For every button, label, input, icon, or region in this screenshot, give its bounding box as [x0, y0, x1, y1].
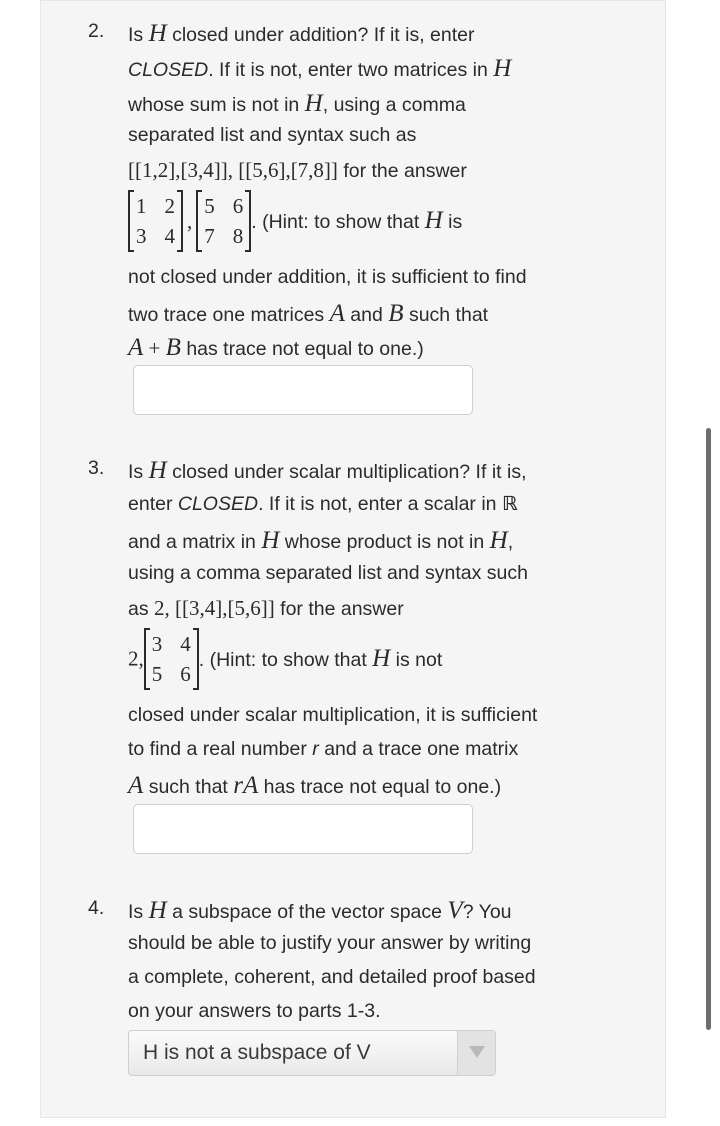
answer-select-q4[interactable] [128, 1030, 496, 1076]
q4-line-2: should be able to justify your answer by writing [128, 932, 532, 954]
q4-line-3: a complete, coherent, and detailed proof based [128, 966, 536, 988]
chevron-down-icon [469, 1046, 485, 1058]
q2-line-9: A + B has trace not equal to one.) [128, 334, 424, 361]
q3-line-2: enter CLOSED. If it is not, enter a scalar in ℝ [128, 492, 518, 515]
question-number: 3. [88, 457, 105, 479]
dropdown-toggle[interactable] [457, 1031, 495, 1075]
q3-line-3: and a matrix in H whose product is not in H, [128, 527, 514, 554]
q4-line-4: on your answers to parts 1-3. [128, 1000, 381, 1022]
q3-line-7: closed under scalar multiplication, it is sufficient [128, 704, 538, 726]
q2-line-3: whose sum is not in H, using a comma [128, 90, 466, 117]
question-number: 4. [88, 897, 105, 919]
matrix-a: 1 2 3 4 [128, 190, 183, 252]
matrix-b: 5 6 7 8 [196, 190, 251, 252]
answer-input-q2[interactable] [133, 365, 473, 415]
q2-line-5: [[1,2],[3,4]], [[5,6],[7,8]] for the answer [128, 158, 467, 182]
q3-line-5: as 2, [[3,4],[5,6]] for the answer [128, 596, 404, 620]
q3-line-8: to find a real number r and a trace one matrix [128, 738, 519, 760]
q3-line-4: using a comma separated list and syntax such [128, 562, 528, 584]
q2-line-1: Is H closed under addition? If it is, enter [128, 20, 475, 47]
select-value: H is not a subspace of V [143, 1041, 371, 1064]
matrix-scalar-example: 3 4 5 6 [144, 628, 199, 690]
q2-line-2: CLOSED. If it is not, enter two matrices in H [128, 55, 512, 82]
q3-line-9: A such that rA has trace not equal to one.) [128, 772, 502, 799]
q4-line-1: Is H a subspace of the vector space V? You [128, 897, 512, 924]
q2-line-7: not closed under addition, it is sufficient to find [128, 266, 527, 288]
scrollbar[interactable] [706, 428, 711, 1030]
q2-line-8: two trace one matrices A and B such that [128, 300, 489, 327]
q2-line-4: separated list and syntax such as [128, 124, 417, 146]
q3-line-1: Is H closed under scalar multiplication? If it is, [128, 457, 527, 484]
q2-matrix-line: 1 2 3 4 , 5 6 7 8 . (Hint: to show that H is [128, 190, 462, 252]
question-number: 2. [88, 20, 105, 42]
q3-matrix-line: 2, 3 4 5 6 . (Hint: to show that H is not [128, 628, 442, 690]
answer-input-q3[interactable] [133, 804, 473, 854]
